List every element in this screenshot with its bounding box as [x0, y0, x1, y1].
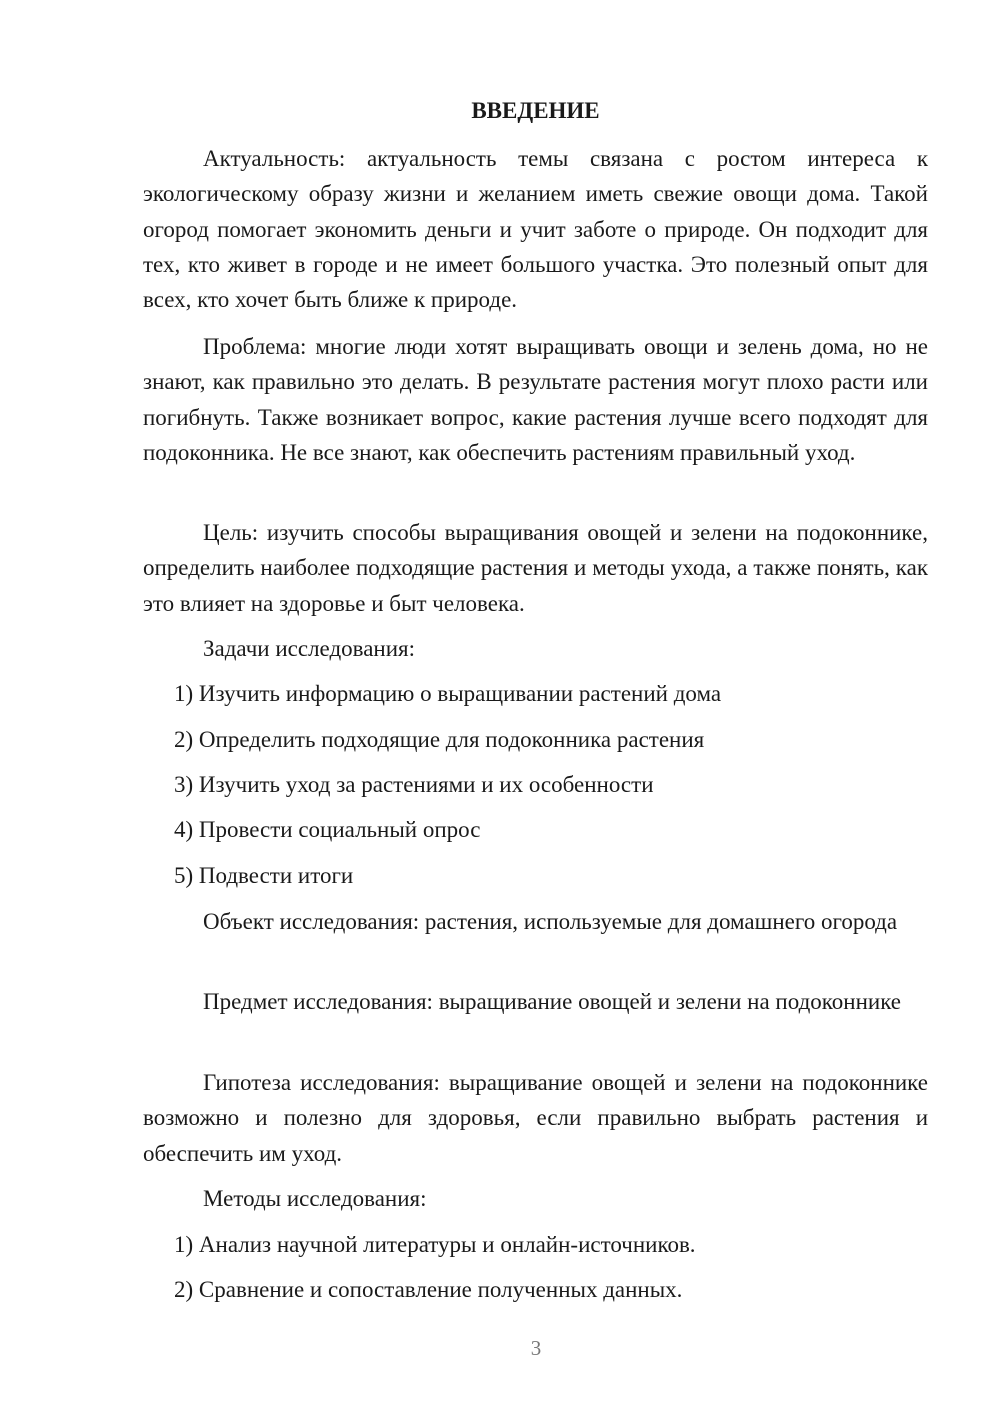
hypothesis-paragraph: Гипотеза исследования: выращивание овощей и зелени на подоконнике возможно и полезно для здоровья, если правильно выбрать растения и обеспечить им уход.	[143, 1070, 928, 1166]
subject-paragraph: Предмет исследования: выращивание овощей и зелени на подоконнике	[203, 989, 902, 1014]
method-item: 1) Анализ научной литературы и онлайн-источников.	[174, 1232, 696, 1257]
task-item: 3) Изучить уход за растениями и их особенности	[174, 772, 654, 797]
problem-paragraph: Проблема: многие люди хотят выращивать овощи и зелень дома, но не знают, как правильно это делать. В результате растения могут плохо расти или погибнуть. Также возникает вопрос, какие растения лучше всего подходят для подоконника. Не все знают, как обеспечить растениям правильный уход.	[143, 334, 928, 465]
task-item: 2) Определить подходящие для подоконника растения	[174, 727, 705, 752]
method-item: 2) Сравнение и сопоставление полученных данных.	[174, 1277, 683, 1302]
tasks-title: Задачи исследования:	[203, 636, 416, 661]
task-item: 4) Провести социальный опрос	[174, 817, 481, 842]
task-item: 1) Изучить информацию о выращивании растений дома	[174, 681, 722, 706]
relevance-paragraph: Актуальность: актуальность темы связана с ростом интереса к экологическому образу жизни и желанием иметь свежие овощи дома. Такой огород помогает экономить деньги и учит заботе о природе. Он подходит для тех, кто живет в городе и не имеет большого участка. Это полезный опыт для всех, кто хочет быть ближе к природе.	[143, 146, 928, 313]
object-paragraph: Объект исследования: растения, используемые для домашнего огорода	[203, 909, 898, 934]
section-heading: ВВЕДЕНИЕ	[471, 98, 600, 123]
task-item: 5) Подвести итоги	[174, 863, 354, 888]
page-number: 3	[530, 1336, 542, 1360]
goal-paragraph: Цель: изучить способы выращивания овощей и зелени на подоконнике, определить наиболее подходящие растения и методы ухода, а также понять, как это влияет на здоровье и быт человека.	[143, 520, 928, 616]
methods-title: Методы исследования:	[203, 1186, 427, 1211]
